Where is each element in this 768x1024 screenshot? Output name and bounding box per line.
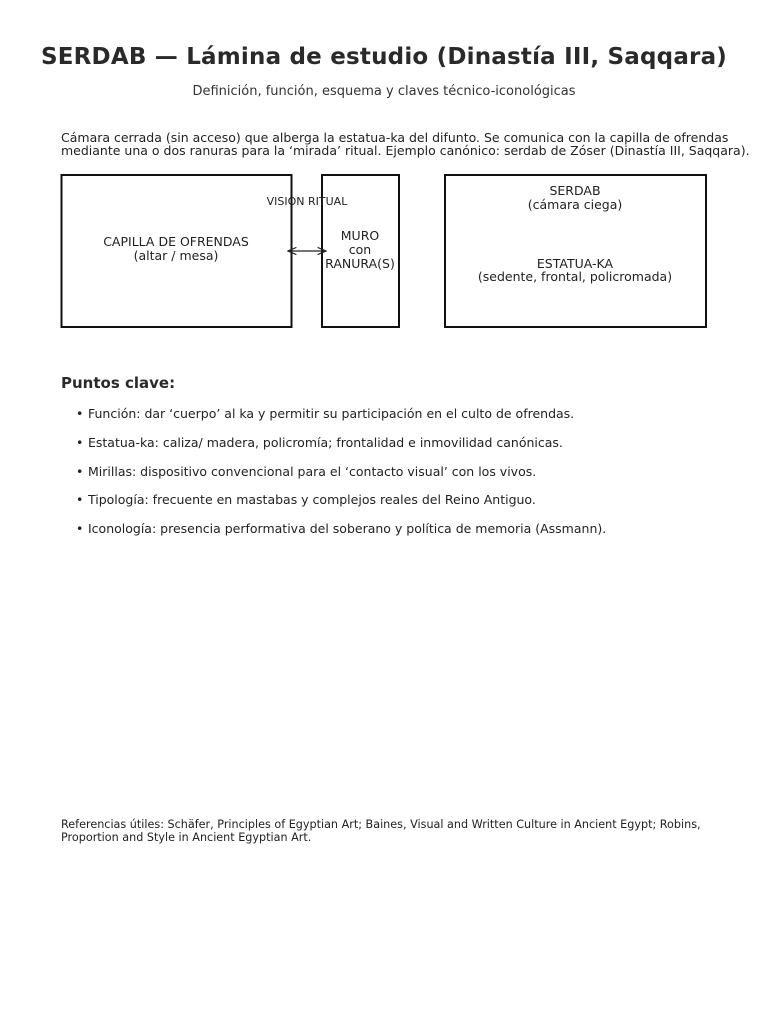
intro-paragraph: Cámara cerrada (sin acceso) que alberga la estatua-ka del difunto. Se comunica con la capilla de ofrendas mediante una o dos ranuras para la ‘mirada’ ritual. Ejemplo canónico: serdab de Zóser (Dinastía III, Saqqara). — [61, 130, 750, 158]
list-item-text: Función: dar ‘cuerpo’ al ka y permitir su participación en el culto de ofrendas. — [88, 406, 575, 421]
serdab-box — [445, 175, 706, 327]
wall-sublabel-ranuras: RANURA(S) — [325, 256, 395, 271]
list-item-text: Mirillas: dispositivo convencional para el ‘contacto visual’ con los vivos. — [88, 463, 537, 479]
list-item — [76, 406, 606, 435]
references: Referencias útiles: Schäfer, Principles of Egyptian Art; Baines, Visual and Written Culture in Ancient Egypt; Robins, Proportion and Style in Ancient Egyptian Art. — [61, 818, 701, 844]
bullet-icon: • — [76, 463, 84, 479]
page-title: SERDAB — Lámina de estudio (Dinastía III, Saqqara) — [40, 44, 728, 70]
page-subtitle: Definición, función, esquema y claves técnico-iconológicas — [192, 84, 576, 99]
bullet-icon: • — [76, 521, 84, 537]
serdab-sublabel: (cámara ciega) — [527, 197, 623, 212]
chapel-sublabel: (altar / mesa) — [133, 248, 219, 263]
wall-label: MURO — [340, 228, 380, 243]
bullet-icon: • — [76, 434, 84, 450]
statue-label: ESTATUA-KA — [536, 256, 614, 271]
chapel-box — [62, 175, 292, 327]
ritual-vision-label: VISION RITUAL — [266, 195, 348, 208]
list-item — [76, 435, 606, 464]
bullet-icon: • — [76, 406, 84, 421]
wall-sublabel-con: con — [348, 242, 372, 257]
list-item — [76, 521, 606, 550]
serdab-label: SERDAB — [549, 183, 601, 198]
chapel-label: CAPILLA DE OFRENDAS — [103, 234, 249, 249]
list-item-text: Iconología: presencia performativa del soberano y política de memoria (Assmann). — [88, 521, 607, 537]
list-item-text: Estatua-ka: caliza/ madera, policromía; frontalidad e inmovilidad canónicas. — [88, 434, 563, 450]
list-item — [76, 464, 606, 493]
list-item-text: Tipología: frecuente en mastabas y complejos reales del Reino Antiguo. — [88, 492, 536, 508]
wall-box — [322, 175, 399, 327]
list-item — [76, 492, 606, 521]
bullet-icon: • — [76, 492, 84, 508]
key-points-list — [76, 406, 606, 550]
key-points-heading: Puntos clave: — [61, 374, 176, 392]
statue-sublabel: (sedente, frontal, policromada) — [477, 269, 673, 284]
